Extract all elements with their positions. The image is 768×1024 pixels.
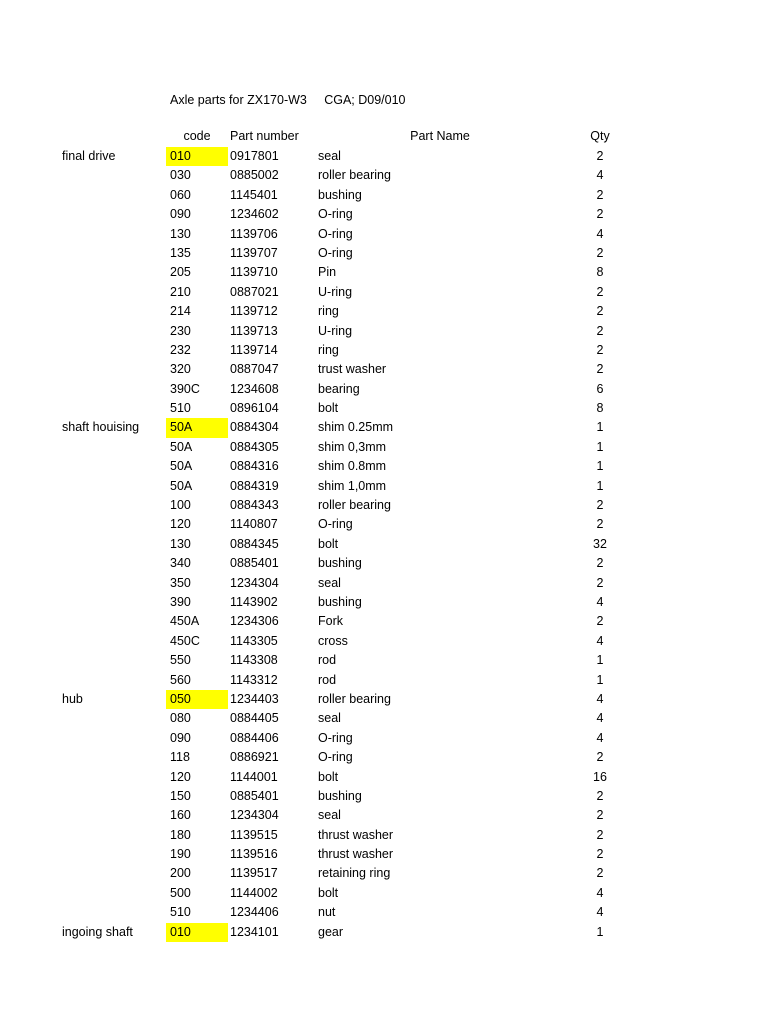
qty-cell: 4 bbox=[596, 730, 604, 745]
qty-cell: 8 bbox=[596, 401, 604, 416]
part-number-cell: 0886921 bbox=[230, 750, 279, 765]
part-name-cell: U-ring bbox=[318, 284, 353, 299]
code-cell: 118 bbox=[170, 750, 190, 765]
qty-cell: 4 bbox=[596, 885, 604, 900]
qty-cell: 1 bbox=[596, 420, 604, 435]
part-name-cell: trust washer bbox=[318, 362, 387, 377]
code-cell: 500 bbox=[170, 885, 191, 900]
part-number-cell: 0885002 bbox=[230, 168, 279, 183]
section-label bbox=[62, 884, 166, 903]
section-label bbox=[62, 186, 166, 205]
table-row bbox=[0, 709, 768, 728]
qty-cell: 6 bbox=[596, 381, 604, 396]
qty-cell: 1 bbox=[596, 653, 604, 668]
part-name-cell: ring bbox=[318, 304, 339, 319]
part-name-cell: Fork bbox=[318, 614, 343, 629]
part-number-cell: 1234101 bbox=[230, 924, 279, 939]
section-label bbox=[62, 632, 166, 651]
code-cell: 50A bbox=[166, 418, 228, 437]
table-row bbox=[0, 729, 768, 748]
qty-cell: 4 bbox=[596, 226, 604, 241]
part-number-cell: 0885401 bbox=[230, 788, 279, 803]
qty-cell: 2 bbox=[596, 847, 604, 862]
part-name-cell: Pin bbox=[318, 265, 337, 280]
part-name-cell: O-ring bbox=[318, 245, 353, 260]
qty-cell: 2 bbox=[596, 866, 604, 881]
table-row bbox=[0, 845, 768, 864]
table-row bbox=[0, 826, 768, 845]
code-cell: 510 bbox=[170, 401, 191, 416]
table-row bbox=[0, 360, 768, 379]
part-number-cell: 1234602 bbox=[230, 207, 279, 222]
table-row bbox=[0, 244, 768, 263]
code-cell: 205 bbox=[170, 265, 191, 280]
code-cell: 320 bbox=[170, 362, 191, 377]
section-label bbox=[62, 360, 166, 379]
qty-cell: 2 bbox=[596, 614, 604, 629]
qty-cell: 8 bbox=[596, 265, 604, 280]
code-cell: 150 bbox=[170, 788, 191, 803]
part-number-cell: 1144002 bbox=[230, 885, 278, 900]
code-cell: 090 bbox=[170, 207, 191, 222]
section-label bbox=[62, 535, 166, 554]
code-cell: 350 bbox=[170, 575, 191, 590]
table-row bbox=[0, 186, 768, 205]
section-label bbox=[62, 341, 166, 360]
code-cell: 450A bbox=[170, 614, 200, 629]
code-cell: 120 bbox=[170, 517, 191, 532]
part-number-cell: 0887021 bbox=[230, 284, 279, 299]
section-label bbox=[62, 671, 166, 690]
table-row bbox=[0, 225, 768, 244]
section-label bbox=[62, 729, 166, 748]
part-name-cell: bolt bbox=[318, 536, 339, 551]
code-cell: 50A bbox=[170, 459, 193, 474]
table-row bbox=[0, 322, 768, 341]
code-cell: 050 bbox=[166, 690, 228, 709]
section-label bbox=[62, 845, 166, 864]
table-row bbox=[0, 554, 768, 573]
section-label bbox=[62, 380, 166, 399]
qty-cell: 2 bbox=[596, 245, 604, 260]
section-label bbox=[62, 244, 166, 263]
table-row bbox=[0, 457, 768, 476]
code-cell: 120 bbox=[170, 769, 191, 784]
table-row bbox=[0, 574, 768, 593]
part-name-cell: shim 1,0mm bbox=[318, 478, 387, 493]
code-cell: 450C bbox=[170, 633, 200, 648]
part-name-cell: bushing bbox=[318, 594, 362, 609]
code-cell: 010 bbox=[166, 923, 228, 942]
table-row bbox=[0, 166, 768, 185]
part-number-cell: 1234406 bbox=[230, 905, 279, 920]
table-row bbox=[0, 205, 768, 224]
code-cell: 50A bbox=[170, 439, 193, 454]
qty-cell: 2 bbox=[596, 517, 604, 532]
qty-cell: 2 bbox=[596, 284, 604, 299]
part-name-cell: thrust washer bbox=[318, 827, 394, 842]
table-header bbox=[0, 127, 768, 146]
section-label bbox=[62, 574, 166, 593]
section-label bbox=[62, 768, 166, 787]
table-row bbox=[0, 399, 768, 418]
part-number-cell: 0884305 bbox=[230, 439, 279, 454]
part-number-cell: 1140807 bbox=[230, 517, 278, 532]
code-cell: 080 bbox=[170, 711, 191, 726]
qty-cell: 4 bbox=[596, 711, 604, 726]
code-cell: 160 bbox=[170, 808, 191, 823]
part-name-cell: thrust washer bbox=[318, 847, 394, 862]
document-title: Axle parts for ZX170-W3 CGA; D09/010 bbox=[170, 93, 406, 107]
part-name-cell: seal bbox=[318, 575, 341, 590]
table-row bbox=[0, 903, 768, 922]
code-cell: 232 bbox=[170, 342, 191, 357]
part-number-cell: 0884345 bbox=[230, 536, 279, 551]
code-cell: 010 bbox=[166, 147, 228, 166]
code-cell: 130 bbox=[170, 226, 191, 241]
section-label bbox=[62, 651, 166, 670]
code-cell: 230 bbox=[170, 323, 191, 338]
part-name-cell: O-ring bbox=[318, 226, 353, 241]
code-cell: 510 bbox=[170, 905, 191, 920]
table-row bbox=[0, 864, 768, 883]
table-row bbox=[0, 787, 768, 806]
section-label: shaft houising bbox=[62, 420, 140, 435]
part-number-cell: 1234608 bbox=[230, 381, 279, 396]
qty-cell: 2 bbox=[596, 323, 604, 338]
part-name-cell: bolt bbox=[318, 769, 339, 784]
part-number-cell: 0884405 bbox=[230, 711, 279, 726]
table-row bbox=[0, 496, 768, 515]
part-number-cell: 0884343 bbox=[230, 498, 279, 513]
section-label bbox=[62, 903, 166, 922]
part-name-cell: cross bbox=[318, 633, 348, 648]
section-label bbox=[62, 806, 166, 825]
qty-cell: 2 bbox=[596, 187, 604, 202]
part-name-cell: bearing bbox=[318, 381, 360, 396]
part-name-cell: bushing bbox=[318, 556, 362, 571]
part-number-cell: 1234304 bbox=[230, 575, 279, 590]
part-name-cell: seal bbox=[318, 149, 341, 163]
section-label bbox=[62, 496, 166, 515]
part-number-cell: 1143308 bbox=[230, 653, 278, 668]
qty-cell: 2 bbox=[596, 342, 604, 357]
qty-cell: 2 bbox=[596, 556, 604, 571]
header-part-number: Part number bbox=[230, 129, 299, 143]
section-label bbox=[62, 438, 166, 457]
part-number-cell: 1139517 bbox=[230, 866, 278, 881]
code-cell: 090 bbox=[170, 730, 191, 745]
section-label bbox=[62, 263, 166, 282]
qty-cell: 1 bbox=[596, 478, 604, 493]
code-cell: 390C bbox=[170, 381, 200, 396]
part-number-cell: 0896104 bbox=[230, 401, 279, 416]
qty-cell: 4 bbox=[596, 633, 604, 648]
code-cell: 560 bbox=[170, 672, 191, 687]
part-name-cell: O-ring bbox=[318, 207, 353, 222]
parts-table bbox=[0, 147, 768, 942]
code-cell: 200 bbox=[170, 866, 191, 881]
code-cell: 100 bbox=[170, 498, 191, 513]
qty-cell: 16 bbox=[593, 769, 607, 784]
table-row bbox=[0, 884, 768, 903]
table-row bbox=[0, 593, 768, 612]
part-name-cell: roller bearing bbox=[318, 168, 391, 183]
part-number-cell: 1139710 bbox=[230, 265, 278, 280]
part-name-cell: gear bbox=[318, 924, 344, 939]
part-number-cell: 0917801 bbox=[230, 149, 279, 163]
code-cell: 210 bbox=[170, 284, 191, 299]
part-name-cell: seal bbox=[318, 808, 341, 823]
table-row bbox=[0, 806, 768, 825]
qty-cell: 2 bbox=[596, 498, 604, 513]
qty-cell: 2 bbox=[596, 362, 604, 377]
part-number-cell: 1234304 bbox=[230, 808, 279, 823]
part-number-cell: 1234306 bbox=[230, 614, 279, 629]
qty-cell: 2 bbox=[596, 304, 604, 319]
table-row bbox=[0, 283, 768, 302]
code-cell: 340 bbox=[170, 556, 191, 571]
code-cell: 180 bbox=[170, 827, 191, 842]
part-number-cell: 1143305 bbox=[230, 633, 278, 648]
table-row bbox=[0, 671, 768, 690]
code-cell: 130 bbox=[170, 536, 191, 551]
section-label: hub bbox=[62, 691, 83, 706]
qty-cell: 4 bbox=[596, 168, 604, 183]
section-label bbox=[62, 515, 166, 534]
part-number-cell: 1143902 bbox=[230, 594, 278, 609]
table-row bbox=[0, 341, 768, 360]
part-number-cell: 0884406 bbox=[230, 730, 279, 745]
part-name-cell: U-ring bbox=[318, 323, 353, 338]
part-number-cell: 0885401 bbox=[230, 556, 279, 571]
section-label bbox=[62, 748, 166, 767]
part-number-cell: 1145401 bbox=[230, 187, 278, 202]
section-label bbox=[62, 302, 166, 321]
code-cell: 190 bbox=[170, 847, 191, 862]
part-name-cell: O-ring bbox=[318, 730, 353, 745]
part-number-cell: 0884319 bbox=[230, 478, 279, 493]
part-number-cell: 1139713 bbox=[230, 323, 278, 338]
part-number-cell: 0884304 bbox=[230, 420, 279, 435]
table-row bbox=[0, 302, 768, 321]
qty-cell: 2 bbox=[596, 575, 604, 590]
part-name-cell: shim 0.25mm bbox=[318, 420, 394, 435]
section-label bbox=[62, 283, 166, 302]
qty-cell: 4 bbox=[596, 691, 604, 706]
part-name-cell: roller bearing bbox=[318, 498, 391, 513]
qty-cell: 4 bbox=[596, 594, 604, 609]
table-row bbox=[0, 690, 768, 709]
part-name-cell: roller bearing bbox=[318, 691, 391, 706]
part-number-cell: 1139706 bbox=[230, 226, 278, 241]
section-label bbox=[62, 826, 166, 845]
qty-cell: 2 bbox=[596, 207, 604, 222]
section-label bbox=[62, 477, 166, 496]
part-number-cell: 1139707 bbox=[230, 245, 278, 260]
part-name-cell: ring bbox=[318, 342, 339, 357]
part-name-cell: bushing bbox=[318, 187, 362, 202]
section-label bbox=[62, 205, 166, 224]
table-row bbox=[0, 535, 768, 554]
code-cell: 214 bbox=[170, 304, 191, 319]
part-name-cell: rod bbox=[318, 653, 337, 668]
table-row bbox=[0, 923, 768, 942]
part-number-cell: 0884316 bbox=[230, 459, 279, 474]
table-row bbox=[0, 477, 768, 496]
qty-cell: 32 bbox=[593, 536, 607, 551]
table-row bbox=[0, 612, 768, 631]
section-label: final drive bbox=[62, 149, 116, 163]
qty-cell: 2 bbox=[596, 149, 604, 163]
code-cell: 390 bbox=[170, 594, 191, 609]
section-label bbox=[62, 166, 166, 185]
code-cell: 550 bbox=[170, 653, 191, 668]
section-label bbox=[62, 225, 166, 244]
qty-cell: 1 bbox=[596, 672, 604, 687]
section-label bbox=[62, 399, 166, 418]
code-cell: 50A bbox=[170, 478, 193, 493]
qty-cell: 1 bbox=[596, 924, 604, 939]
section-label bbox=[62, 864, 166, 883]
section-label bbox=[62, 322, 166, 341]
section-label bbox=[62, 709, 166, 728]
part-number-cell: 1144001 bbox=[230, 769, 278, 784]
section-label bbox=[62, 612, 166, 631]
part-number-cell: 1143312 bbox=[230, 672, 278, 687]
header-code: code bbox=[183, 129, 211, 143]
section-label bbox=[62, 593, 166, 612]
section-label: ingoing shaft bbox=[62, 924, 133, 939]
table-row bbox=[0, 515, 768, 534]
qty-cell: 1 bbox=[596, 459, 604, 474]
part-name-cell: O-ring bbox=[318, 750, 353, 765]
header-part-name: Part Name bbox=[410, 129, 470, 143]
part-number-cell: 0887047 bbox=[230, 362, 279, 377]
table-row bbox=[0, 263, 768, 282]
qty-cell: 4 bbox=[596, 905, 604, 920]
part-number-cell: 1139714 bbox=[230, 342, 278, 357]
section-label bbox=[62, 457, 166, 476]
part-number-cell: 1234403 bbox=[230, 691, 279, 706]
code-cell: 030 bbox=[170, 168, 191, 183]
qty-cell: 1 bbox=[596, 439, 604, 454]
header-qty: Qty bbox=[590, 129, 610, 143]
table-row bbox=[0, 651, 768, 670]
qty-cell: 2 bbox=[596, 750, 604, 765]
table-row bbox=[0, 147, 768, 166]
part-number-cell: 1139515 bbox=[230, 827, 278, 842]
section-label bbox=[62, 787, 166, 806]
table-row bbox=[0, 632, 768, 651]
table-row bbox=[0, 768, 768, 787]
qty-cell: 2 bbox=[596, 827, 604, 842]
part-name-cell: rod bbox=[318, 672, 337, 687]
table-row bbox=[0, 438, 768, 457]
part-name-cell: shim 0.8mm bbox=[318, 459, 387, 474]
part-name-cell: nut bbox=[318, 905, 336, 920]
part-number-cell: 1139516 bbox=[230, 847, 278, 862]
part-name-cell: seal bbox=[318, 711, 341, 726]
part-name-cell: bolt bbox=[318, 885, 339, 900]
part-name-cell: bolt bbox=[318, 401, 339, 416]
part-name-cell: O-ring bbox=[318, 517, 353, 532]
part-name-cell: retaining ring bbox=[318, 866, 391, 881]
part-name-cell: bushing bbox=[318, 788, 362, 803]
table-row bbox=[0, 418, 768, 437]
qty-cell: 2 bbox=[596, 788, 604, 803]
code-cell: 060 bbox=[170, 187, 191, 202]
code-cell: 135 bbox=[170, 245, 191, 260]
table-row bbox=[0, 748, 768, 767]
table-row bbox=[0, 380, 768, 399]
qty-cell: 2 bbox=[596, 808, 604, 823]
part-name-cell: shim 0,3mm bbox=[318, 439, 387, 454]
part-number-cell: 1139712 bbox=[230, 304, 278, 319]
section-label bbox=[62, 554, 166, 573]
